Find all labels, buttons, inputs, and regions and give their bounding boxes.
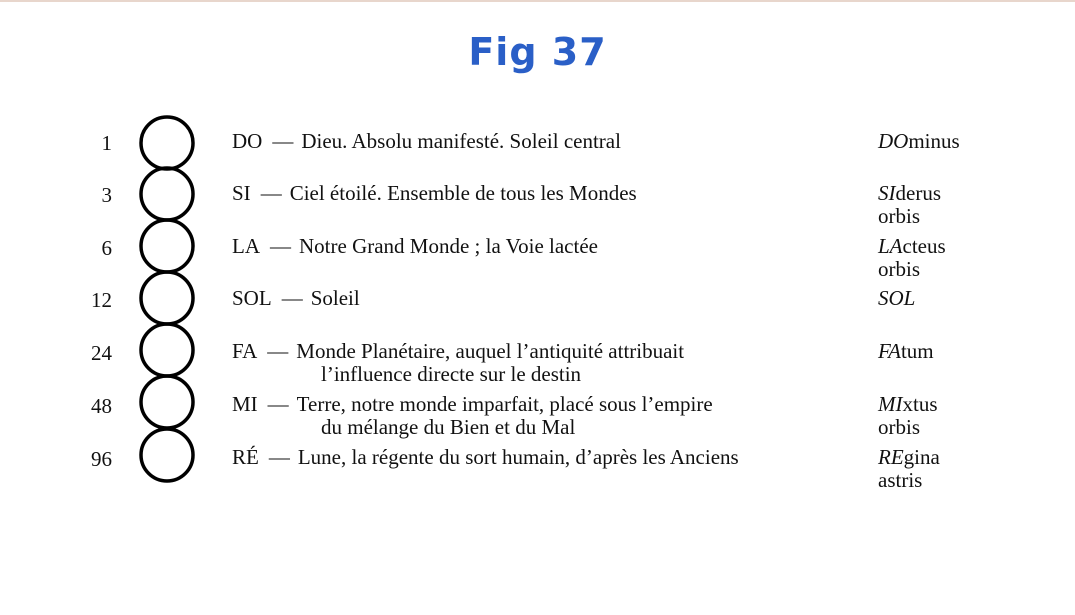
latin-second-word: orbis	[878, 257, 920, 281]
latin-name	[878, 130, 960, 153]
note-name: DO	[232, 129, 263, 153]
row-description	[232, 287, 360, 310]
note-name: SI	[232, 181, 251, 205]
em-dash: —	[281, 286, 303, 310]
latin-name	[878, 446, 940, 492]
latin-name	[878, 287, 915, 310]
latin-prefix: DO	[878, 129, 909, 153]
latin-second-word: orbis	[878, 415, 920, 439]
row-number: 1	[101, 131, 112, 155]
description-line: Notre Grand Monde ; la Voie lactée	[299, 234, 598, 258]
note-name: LA	[232, 234, 260, 258]
latin-prefix: SOL	[878, 286, 916, 310]
latin-prefix: FA	[878, 339, 901, 363]
row-description	[232, 446, 739, 469]
chain-circle	[141, 168, 193, 220]
row-number: 3	[101, 183, 112, 207]
latin-rest: xtus	[902, 392, 938, 416]
em-dash: —	[267, 339, 289, 363]
latin-name	[878, 340, 934, 363]
row-number: 48	[91, 394, 112, 418]
latin-prefix: MI	[878, 392, 903, 416]
latin-rest: tum	[900, 339, 934, 363]
description-line: Monde Planétaire, auquel l’antiquité attribuait	[296, 339, 685, 363]
description-line: l’influence directe sur le destin	[321, 362, 582, 386]
latin-rest: cteus	[902, 234, 946, 258]
latin-rest: derus	[895, 181, 941, 205]
row-number: 12	[91, 288, 112, 312]
chain-circle	[141, 429, 193, 481]
row-number: 24	[91, 341, 112, 365]
description-line: Terre, notre monde imparfait, placé sous l’empire	[296, 392, 713, 416]
chain-circle	[141, 220, 193, 272]
row-description	[232, 130, 621, 153]
em-dash: —	[270, 234, 291, 258]
description-line: Lune, la régente du sort humain, d’après les Anciens	[297, 445, 739, 469]
description-line: Ciel étoilé. Ensemble de tous les Mondes	[289, 181, 637, 205]
latin-rest: minus	[908, 129, 960, 153]
em-dash: —	[267, 392, 289, 416]
note-name: SOL	[232, 286, 272, 310]
row-description	[232, 235, 598, 258]
latin-rest: gina	[903, 445, 940, 469]
row-description	[232, 340, 684, 386]
note-name: RÉ	[232, 445, 259, 469]
em-dash: —	[268, 445, 290, 469]
latin-prefix: SI	[878, 181, 896, 205]
latin-second-word: orbis	[878, 204, 920, 228]
chain-circle	[141, 117, 193, 169]
row-number: 6	[101, 236, 112, 260]
chain-circle	[141, 324, 193, 376]
note-name: MI	[232, 392, 258, 416]
row-number: 96	[91, 447, 112, 471]
chain-circle	[141, 272, 193, 324]
latin-name	[878, 235, 946, 281]
chain-circle	[141, 376, 193, 428]
latin-prefix: LA	[878, 234, 903, 258]
em-dash: —	[272, 129, 294, 153]
description-line: Dieu. Absolu manifesté. Soleil central	[301, 129, 621, 153]
latin-prefix: RE	[878, 445, 904, 469]
row-description	[232, 182, 637, 205]
note-name: FA	[232, 339, 258, 363]
latin-name	[878, 182, 941, 228]
row-description	[232, 393, 713, 439]
em-dash: —	[260, 181, 282, 205]
latin-name	[878, 393, 938, 439]
description-line: du mélange du Bien et du Mal	[321, 415, 576, 439]
figure-title: Fig 37	[468, 30, 607, 74]
latin-second-word: astris	[878, 468, 923, 492]
description-line: Soleil	[310, 286, 360, 310]
